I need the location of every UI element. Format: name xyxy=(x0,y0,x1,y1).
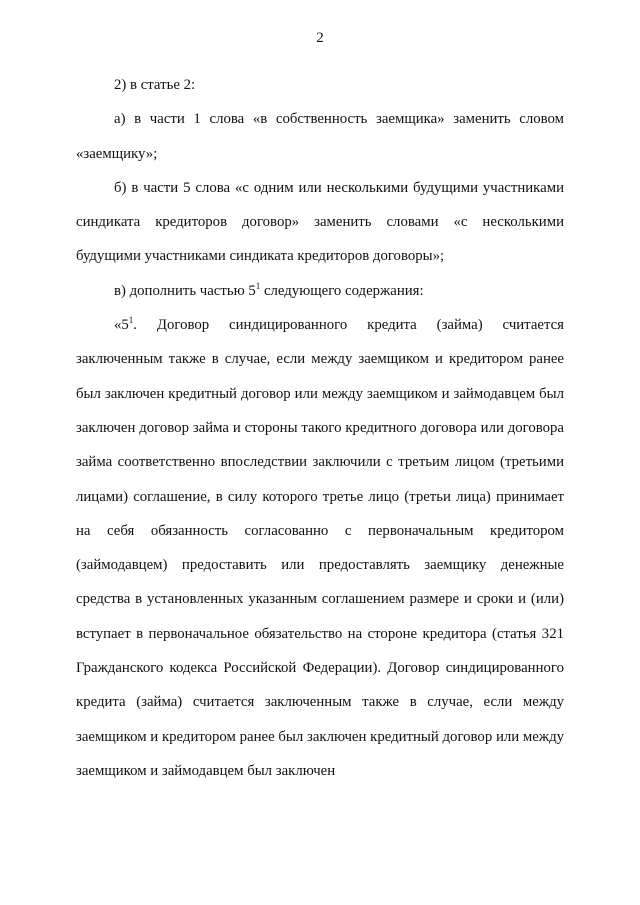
paragraph-item-b: б) в части 5 слова «с одним или несколькими будущими участниками синдиката кредиторов договор» заменить словами «с несколькими будущими участниками синдиката кредиторов договоры»; xyxy=(76,179,564,265)
part-5-1-number: «5 xyxy=(114,317,129,334)
paragraph-item-a: а) в части 1 слова «в собственность заемщика» заменить словом «заемщику»; xyxy=(76,111,564,162)
paragraph-item-v-text: в) дополнить частью 5 xyxy=(114,282,256,299)
paragraph-item-v xyxy=(76,274,564,308)
superscript-index: 1 xyxy=(128,315,134,326)
document-body xyxy=(76,68,564,788)
paragraph-article-2: 2) в статье 2: xyxy=(114,77,196,93)
paragraph-part-5-1 xyxy=(76,308,564,788)
superscript-index: 1 xyxy=(255,280,261,291)
paragraph-item-v-tail: следующего содержания: xyxy=(260,282,424,299)
part-5-1-text: . Договор синдицированного кредита (займа) считается заключенным также в случае, если между заемщиком и кредитором ранее был заключен кредитный договор или между заемщиком и займодавцем был заключен договор займа и стороны такого кредитного договора или договора займа соответственно впоследствии заключили с третьим лицом (третьими лицами) соглашение, в силу которого третье лицо (третьи лица) принимает на себя обязанность согласованно с первоначальным кредитором (займодавцем) предоставить или предоставлять заемщику денежные средства в установленных указанным соглашением размере и сроки и (или) вступает в первоначальное обязательство на стороне кредитора (статья 321 Гражданского кодекса Российской Федерации). Договор синдицированного кредита (займа) считается заключенным также в случае, если между заемщиком и кредитором ранее был заключен кредитный договор или между заемщиком и займодавцем был заключен xyxy=(76,317,564,779)
page-number: 2 xyxy=(316,30,324,46)
